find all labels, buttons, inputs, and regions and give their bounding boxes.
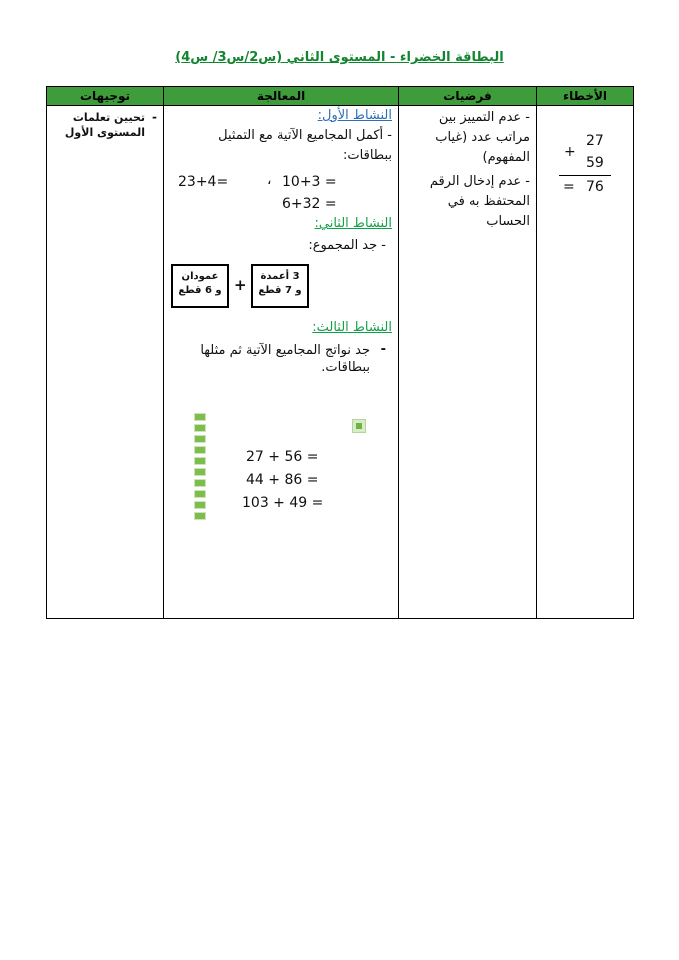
page-title: البطاقة الخضراء - المستوى الثاني (س2/س3/ س4) [175,50,504,65]
hypothesis-1: - عدم التمييز بين مراتب عدد (غياب المفهوم) [435,110,530,165]
sum-3: 103 + 49 = [242,495,324,511]
card-right-line2: و 7 قطع [258,285,302,296]
card-right [251,264,309,308]
error-line [559,175,611,176]
activity2-instruction: - جد المجموع: [308,238,386,253]
activity3-title: النشاط الثالث: [312,320,392,335]
card-left-line2: و 6 قطع [178,285,222,296]
card-left-line1: عمودان [181,271,219,282]
card-left [171,264,229,308]
card-plus: + [234,276,247,294]
block-ten-stack [194,413,208,523]
activity1-separator: ، [267,172,272,188]
activity1-expr1: 10+3 = [282,174,337,190]
header-row [47,87,634,106]
activity3-instruction: جد نواتج المجاميع الآتية ثم مثلها ببطاقات. [200,343,370,375]
header-treatment: المعالجة [164,87,399,106]
guidance-cell [47,106,164,619]
block-unit [194,435,206,443]
card-right-line1: 3 أعمدة [260,271,300,282]
error-operand2: 59 [586,155,604,171]
activity1-instruction: - أكمل المجاميع الآتية مع التمثيل ببطاقات: [218,128,392,163]
block-unit [194,468,206,476]
hypotheses-cell [399,106,537,619]
error-plus: + [564,144,576,160]
header-guidance: توجيهات [47,87,164,106]
error-operand1: 27 [586,133,604,149]
remediation-table [46,86,634,619]
block-unit [194,512,206,520]
sum-2: 44 + 86 = [246,472,319,488]
activity1-expr3: 6+32 = [282,196,337,212]
block-unit [194,490,206,498]
error-equals: = [563,179,575,195]
header-hypotheses: فرضيات [399,87,537,106]
header-errors: الأخطاء [537,87,634,106]
block-unit [194,446,206,454]
error-result: 76 [586,179,604,195]
content-row [47,106,634,619]
block-unit [194,457,206,465]
activity2-title: النشاط الثاني: [314,216,392,231]
activity3-bullet: - [380,342,386,357]
activity1-title: النشاط الأول: [317,108,392,123]
block-unit [194,413,206,421]
sum-1: 27 + 56 = [246,449,319,465]
block-unit [194,501,206,509]
block-unit [194,479,206,487]
activity1-expr2: 23+4= [178,174,229,190]
errors-cell [537,106,634,619]
guidance-text: تحيين تعلمات المستوى الأول [64,111,145,139]
treatment-cell [164,106,399,619]
hypothesis-2: - عدم إدخال الرقم المحتفظ به في الحساب [429,174,530,229]
guidance-bullet: - [152,110,157,124]
block-unit [194,424,206,432]
block-single-unit [352,419,366,433]
